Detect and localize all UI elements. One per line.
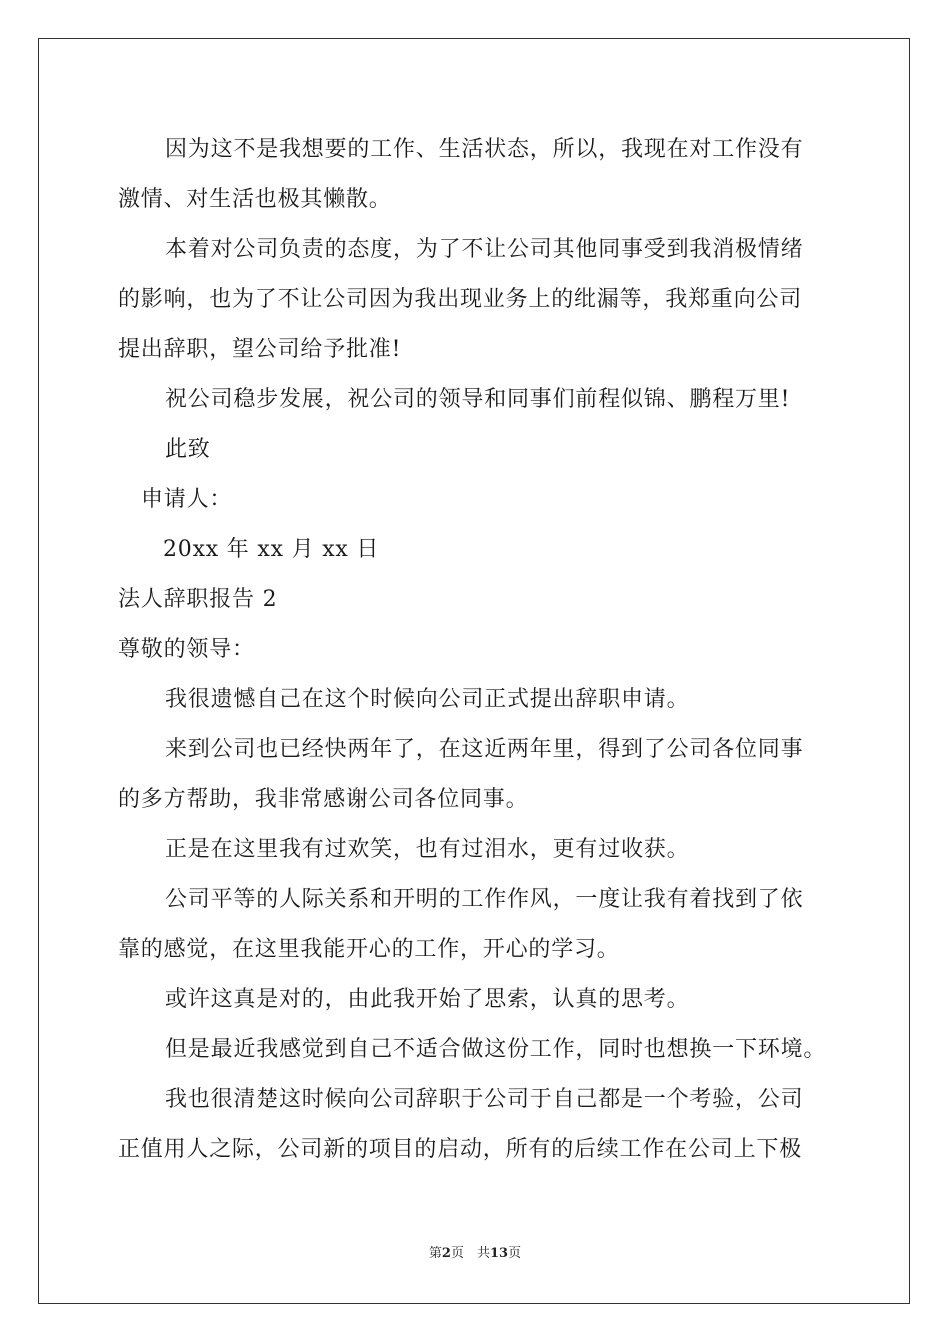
paragraph-line: 靠的感觉，在这里我能开心的工作，开心的学习。 — [118, 937, 620, 962]
date-line: 20xx 年 xx 月 xx 日 — [163, 537, 380, 562]
paragraph-line: 提出辞职，望公司给予批准! — [118, 337, 402, 362]
paragraph-line: 我很遗憾自己在这个时候向公司正式提出辞职申请。 — [165, 687, 690, 712]
footer-prefix: 第 — [428, 1246, 442, 1261]
footer-current-page: 2 — [441, 1246, 451, 1261]
paragraph-line: 公司平等的人际关系和开明的工作作风，一度让我有着找到了依 — [165, 887, 804, 912]
footer-mid: 页 共 — [450, 1246, 490, 1261]
page-footer — [0, 1245, 950, 1263]
footer-suffix: 页 — [508, 1246, 522, 1261]
paragraph-line: 因为这不是我想要的工作、生活状态，所以，我现在对工作没有 — [165, 137, 804, 162]
paragraph-line: 或许这真是对的，由此我开始了思索，认真的思考。 — [165, 987, 690, 1012]
paragraph-line: 本着对公司负责的态度，为了不让公司其他同事受到我消极情绪 — [165, 237, 804, 262]
applicant-label: 申请人： — [141, 487, 233, 512]
paragraph-line: 祝公司稳步发展，祝公司的领导和同事们前程似锦、鹏程万里! — [165, 387, 791, 412]
footer-total-pages: 13 — [489, 1246, 509, 1261]
paragraph-line: 但是最近我感觉到自己不适合做这份工作，同时也想换一下环境。 — [165, 1037, 827, 1062]
paragraph-line: 的多方帮助，我非常感谢公司各位同事。 — [118, 787, 529, 812]
paragraph-line: 来到公司也已经快两年了，在这近两年里，得到了公司各位同事 — [165, 737, 804, 762]
paragraph-line: 我也很清楚这时候向公司辞职于公司于自己都是一个考验，公司 — [165, 1087, 804, 1112]
section-title: 法人辞职报告 2 — [118, 587, 278, 612]
greeting: 尊敬的领导： — [118, 637, 255, 662]
paragraph-line: 正值用人之际，公司新的项目的启动，所有的后续工作在公司上下极 — [118, 1137, 803, 1162]
closing-salutation: 此致 — [165, 437, 211, 462]
paragraph-line: 激情、对生活也极其懒散。 — [118, 187, 392, 212]
paragraph-line: 的影响，也为了不让公司因为我出现业务上的纰漏等，我郑重向公司 — [118, 287, 803, 312]
paragraph-line: 正是在这里我有过欢笑，也有过泪水，更有过收获。 — [165, 837, 690, 862]
